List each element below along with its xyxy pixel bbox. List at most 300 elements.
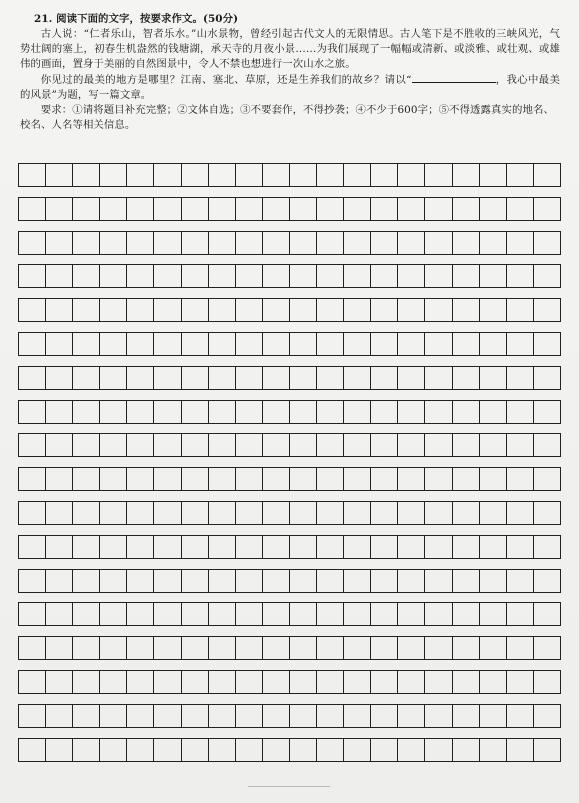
grid-cell[interactable]	[182, 739, 209, 761]
grid-cell[interactable]	[371, 671, 398, 693]
grid-cell[interactable]	[534, 164, 561, 186]
grid-cell[interactable]	[480, 468, 507, 490]
grid-cell[interactable]	[154, 637, 181, 659]
grid-cell[interactable]	[100, 232, 127, 254]
grid-cell[interactable]	[425, 232, 452, 254]
grid-cell[interactable]	[263, 232, 290, 254]
grid-cell[interactable]	[209, 637, 236, 659]
grid-cell[interactable]	[317, 434, 344, 456]
grid-cell[interactable]	[507, 401, 534, 423]
grid-cell[interactable]	[398, 198, 425, 220]
grid-cell[interactable]	[154, 232, 181, 254]
grid-cell[interactable]	[453, 570, 480, 592]
grid-cell[interactable]	[263, 705, 290, 727]
grid-cell[interactable]	[480, 603, 507, 625]
grid-cell[interactable]	[425, 570, 452, 592]
grid-cell[interactable]	[263, 198, 290, 220]
grid-cell[interactable]	[19, 502, 46, 524]
grid-cell[interactable]	[154, 739, 181, 761]
grid-cell[interactable]	[290, 705, 317, 727]
grid-cell[interactable]	[182, 265, 209, 287]
grid-cell[interactable]	[480, 637, 507, 659]
grid-cell[interactable]	[398, 536, 425, 558]
grid-cell[interactable]	[290, 502, 317, 524]
grid-cell[interactable]	[236, 367, 263, 389]
grid-cell[interactable]	[344, 367, 371, 389]
grid-cell[interactable]	[154, 536, 181, 558]
grid-cell[interactable]	[425, 671, 452, 693]
grid-cell[interactable]	[73, 603, 100, 625]
grid-cell[interactable]	[209, 333, 236, 355]
grid-cell[interactable]	[317, 570, 344, 592]
grid-cell[interactable]	[317, 367, 344, 389]
grid-cell[interactable]	[46, 265, 73, 287]
grid-cell[interactable]	[182, 502, 209, 524]
grid-cell[interactable]	[263, 164, 290, 186]
grid-cell[interactable]	[263, 333, 290, 355]
grid-cell[interactable]	[480, 333, 507, 355]
grid-cell[interactable]	[182, 401, 209, 423]
grid-cell[interactable]	[317, 164, 344, 186]
grid-cell[interactable]	[344, 705, 371, 727]
grid-cell[interactable]	[290, 536, 317, 558]
grid-cell[interactable]	[371, 232, 398, 254]
grid-cell[interactable]	[480, 502, 507, 524]
grid-cell[interactable]	[100, 401, 127, 423]
grid-cell[interactable]	[73, 265, 100, 287]
grid-cell[interactable]	[236, 502, 263, 524]
grid-cell[interactable]	[182, 705, 209, 727]
grid-cell[interactable]	[453, 434, 480, 456]
grid-cell[interactable]	[19, 401, 46, 423]
grid-cell[interactable]	[507, 468, 534, 490]
grid-cell[interactable]	[344, 637, 371, 659]
grid-cell[interactable]	[290, 468, 317, 490]
grid-cell[interactable]	[236, 570, 263, 592]
grid-cell[interactable]	[46, 468, 73, 490]
grid-cell[interactable]	[182, 570, 209, 592]
grid-cell[interactable]	[263, 671, 290, 693]
grid-cell[interactable]	[19, 570, 46, 592]
grid-cell[interactable]	[480, 367, 507, 389]
grid-cell[interactable]	[100, 570, 127, 592]
grid-cell[interactable]	[263, 637, 290, 659]
grid-cell[interactable]	[398, 570, 425, 592]
grid-cell[interactable]	[371, 265, 398, 287]
grid-cell[interactable]	[73, 637, 100, 659]
grid-cell[interactable]	[398, 333, 425, 355]
grid-cell[interactable]	[398, 401, 425, 423]
grid-cell[interactable]	[453, 739, 480, 761]
grid-cell[interactable]	[182, 637, 209, 659]
grid-cell[interactable]	[344, 536, 371, 558]
grid-cell[interactable]	[154, 603, 181, 625]
grid-cell[interactable]	[100, 468, 127, 490]
grid-cell[interactable]	[317, 232, 344, 254]
grid-cell[interactable]	[19, 434, 46, 456]
grid-cell[interactable]	[127, 198, 154, 220]
grid-cell[interactable]	[344, 299, 371, 321]
grid-cell[interactable]	[236, 164, 263, 186]
grid-cell[interactable]	[398, 164, 425, 186]
grid-cell[interactable]	[453, 164, 480, 186]
grid-cell[interactable]	[127, 739, 154, 761]
grid-cell[interactable]	[507, 502, 534, 524]
grid-cell[interactable]	[100, 434, 127, 456]
grid-cell[interactable]	[317, 603, 344, 625]
grid-cell[interactable]	[127, 570, 154, 592]
grid-cell[interactable]	[263, 434, 290, 456]
grid-cell[interactable]	[344, 434, 371, 456]
grid-cell[interactable]	[507, 705, 534, 727]
grid-cell[interactable]	[73, 502, 100, 524]
grid-cell[interactable]	[371, 637, 398, 659]
grid-cell[interactable]	[46, 536, 73, 558]
grid-cell[interactable]	[127, 705, 154, 727]
grid-cell[interactable]	[263, 603, 290, 625]
grid-cell[interactable]	[317, 265, 344, 287]
grid-cell[interactable]	[209, 434, 236, 456]
grid-cell[interactable]	[209, 739, 236, 761]
grid-cell[interactable]	[371, 570, 398, 592]
grid-cell[interactable]	[425, 198, 452, 220]
grid-cell[interactable]	[453, 671, 480, 693]
grid-cell[interactable]	[154, 570, 181, 592]
grid-cell[interactable]	[534, 198, 561, 220]
grid-cell[interactable]	[73, 570, 100, 592]
grid-cell[interactable]	[19, 603, 46, 625]
grid-cell[interactable]	[154, 367, 181, 389]
grid-cell[interactable]	[127, 333, 154, 355]
grid-cell[interactable]	[46, 232, 73, 254]
grid-cell[interactable]	[453, 367, 480, 389]
grid-cell[interactable]	[127, 502, 154, 524]
grid-cell[interactable]	[371, 434, 398, 456]
grid-cell[interactable]	[290, 570, 317, 592]
grid-cell[interactable]	[317, 198, 344, 220]
grid-cell[interactable]	[236, 739, 263, 761]
grid-cell[interactable]	[182, 198, 209, 220]
grid-cell[interactable]	[425, 536, 452, 558]
grid-cell[interactable]	[290, 265, 317, 287]
grid-cell[interactable]	[290, 367, 317, 389]
grid-cell[interactable]	[263, 468, 290, 490]
grid-cell[interactable]	[19, 198, 46, 220]
grid-cell[interactable]	[100, 603, 127, 625]
grid-cell[interactable]	[534, 265, 561, 287]
grid-cell[interactable]	[236, 536, 263, 558]
grid-cell[interactable]	[290, 401, 317, 423]
grid-cell[interactable]	[73, 164, 100, 186]
grid-cell[interactable]	[507, 603, 534, 625]
grid-cell[interactable]	[398, 739, 425, 761]
grid-cell[interactable]	[73, 401, 100, 423]
grid-cell[interactable]	[534, 434, 561, 456]
grid-cell[interactable]	[182, 468, 209, 490]
grid-cell[interactable]	[398, 232, 425, 254]
grid-cell[interactable]	[534, 333, 561, 355]
grid-cell[interactable]	[453, 299, 480, 321]
grid-cell[interactable]	[371, 739, 398, 761]
grid-cell[interactable]	[317, 468, 344, 490]
grid-cell[interactable]	[507, 198, 534, 220]
grid-cell[interactable]	[46, 198, 73, 220]
grid-cell[interactable]	[398, 299, 425, 321]
grid-cell[interactable]	[344, 468, 371, 490]
grid-cell[interactable]	[236, 299, 263, 321]
grid-cell[interactable]	[100, 333, 127, 355]
grid-cell[interactable]	[290, 434, 317, 456]
grid-cell[interactable]	[344, 603, 371, 625]
grid-cell[interactable]	[154, 164, 181, 186]
grid-cell[interactable]	[263, 502, 290, 524]
grid-cell[interactable]	[263, 265, 290, 287]
grid-cell[interactable]	[209, 164, 236, 186]
grid-cell[interactable]	[398, 468, 425, 490]
grid-cell[interactable]	[480, 570, 507, 592]
grid-cell[interactable]	[209, 265, 236, 287]
grid-cell[interactable]	[371, 536, 398, 558]
grid-cell[interactable]	[317, 299, 344, 321]
grid-cell[interactable]	[425, 502, 452, 524]
grid-cell[interactable]	[263, 367, 290, 389]
grid-cell[interactable]	[317, 502, 344, 524]
grid-cell[interactable]	[398, 502, 425, 524]
grid-cell[interactable]	[398, 367, 425, 389]
grid-cell[interactable]	[425, 265, 452, 287]
grid-cell[interactable]	[100, 299, 127, 321]
grid-cell[interactable]	[534, 367, 561, 389]
grid-cell[interactable]	[507, 671, 534, 693]
grid-cell[interactable]	[263, 570, 290, 592]
grid-cell[interactable]	[100, 671, 127, 693]
grid-cell[interactable]	[534, 570, 561, 592]
grid-cell[interactable]	[154, 705, 181, 727]
grid-cell[interactable]	[453, 265, 480, 287]
grid-cell[interactable]	[453, 536, 480, 558]
grid-cell[interactable]	[371, 333, 398, 355]
grid-cell[interactable]	[534, 299, 561, 321]
grid-cell[interactable]	[425, 468, 452, 490]
grid-cell[interactable]	[19, 536, 46, 558]
grid-cell[interactable]	[73, 434, 100, 456]
grid-cell[interactable]	[371, 502, 398, 524]
grid-cell[interactable]	[100, 637, 127, 659]
grid-cell[interactable]	[534, 705, 561, 727]
grid-cell[interactable]	[182, 164, 209, 186]
grid-cell[interactable]	[480, 265, 507, 287]
grid-cell[interactable]	[344, 671, 371, 693]
grid-cell[interactable]	[534, 232, 561, 254]
grid-cell[interactable]	[236, 401, 263, 423]
grid-cell[interactable]	[290, 198, 317, 220]
grid-cell[interactable]	[290, 333, 317, 355]
grid-cell[interactable]	[371, 299, 398, 321]
grid-cell[interactable]	[182, 333, 209, 355]
grid-cell[interactable]	[46, 637, 73, 659]
grid-cell[interactable]	[46, 333, 73, 355]
grid-cell[interactable]	[46, 739, 73, 761]
grid-cell[interactable]	[534, 536, 561, 558]
grid-cell[interactable]	[73, 705, 100, 727]
grid-cell[interactable]	[453, 232, 480, 254]
grid-cell[interactable]	[480, 401, 507, 423]
grid-cell[interactable]	[236, 198, 263, 220]
grid-cell[interactable]	[236, 265, 263, 287]
grid-cell[interactable]	[100, 265, 127, 287]
grid-cell[interactable]	[453, 502, 480, 524]
grid-cell[interactable]	[344, 232, 371, 254]
grid-cell[interactable]	[344, 164, 371, 186]
grid-cell[interactable]	[344, 401, 371, 423]
grid-cell[interactable]	[425, 299, 452, 321]
grid-cell[interactable]	[127, 468, 154, 490]
grid-cell[interactable]	[344, 570, 371, 592]
grid-cell[interactable]	[290, 603, 317, 625]
grid-cell[interactable]	[480, 671, 507, 693]
grid-cell[interactable]	[236, 705, 263, 727]
grid-cell[interactable]	[425, 367, 452, 389]
grid-cell[interactable]	[480, 434, 507, 456]
grid-cell[interactable]	[182, 299, 209, 321]
grid-cell[interactable]	[182, 536, 209, 558]
grid-cell[interactable]	[209, 603, 236, 625]
grid-cell[interactable]	[182, 232, 209, 254]
grid-cell[interactable]	[398, 265, 425, 287]
grid-cell[interactable]	[344, 198, 371, 220]
grid-cell[interactable]	[317, 333, 344, 355]
grid-cell[interactable]	[46, 570, 73, 592]
grid-cell[interactable]	[317, 705, 344, 727]
grid-cell[interactable]	[127, 603, 154, 625]
grid-cell[interactable]	[19, 232, 46, 254]
grid-cell[interactable]	[371, 705, 398, 727]
grid-cell[interactable]	[46, 401, 73, 423]
grid-cell[interactable]	[507, 333, 534, 355]
grid-cell[interactable]	[371, 468, 398, 490]
grid-cell[interactable]	[209, 401, 236, 423]
grid-cell[interactable]	[182, 671, 209, 693]
grid-cell[interactable]	[263, 401, 290, 423]
grid-cell[interactable]	[127, 671, 154, 693]
grid-cell[interactable]	[425, 637, 452, 659]
grid-cell[interactable]	[507, 164, 534, 186]
grid-cell[interactable]	[263, 536, 290, 558]
grid-cell[interactable]	[425, 603, 452, 625]
grid-cell[interactable]	[73, 468, 100, 490]
grid-cell[interactable]	[46, 603, 73, 625]
grid-cell[interactable]	[127, 401, 154, 423]
grid-cell[interactable]	[263, 299, 290, 321]
grid-cell[interactable]	[73, 198, 100, 220]
grid-cell[interactable]	[534, 637, 561, 659]
grid-cell[interactable]	[100, 739, 127, 761]
grid-cell[interactable]	[73, 367, 100, 389]
grid-cell[interactable]	[127, 536, 154, 558]
grid-cell[interactable]	[127, 265, 154, 287]
grid-cell[interactable]	[154, 434, 181, 456]
grid-cell[interactable]	[344, 502, 371, 524]
grid-cell[interactable]	[371, 401, 398, 423]
grid-cell[interactable]	[236, 671, 263, 693]
grid-cell[interactable]	[425, 739, 452, 761]
grid-cell[interactable]	[371, 603, 398, 625]
grid-cell[interactable]	[453, 603, 480, 625]
grid-cell[interactable]	[480, 536, 507, 558]
grid-cell[interactable]	[290, 671, 317, 693]
grid-cell[interactable]	[480, 299, 507, 321]
grid-cell[interactable]	[534, 671, 561, 693]
grid-cell[interactable]	[19, 739, 46, 761]
grid-cell[interactable]	[425, 333, 452, 355]
title-blank[interactable]	[412, 72, 496, 83]
grid-cell[interactable]	[507, 434, 534, 456]
grid-cell[interactable]	[290, 739, 317, 761]
grid-cell[interactable]	[100, 198, 127, 220]
grid-cell[interactable]	[453, 637, 480, 659]
grid-cell[interactable]	[534, 468, 561, 490]
grid-cell[interactable]	[507, 536, 534, 558]
grid-cell[interactable]	[453, 705, 480, 727]
grid-cell[interactable]	[290, 299, 317, 321]
grid-cell[interactable]	[19, 671, 46, 693]
grid-cell[interactable]	[127, 367, 154, 389]
grid-cell[interactable]	[290, 637, 317, 659]
grid-cell[interactable]	[46, 434, 73, 456]
grid-cell[interactable]	[209, 367, 236, 389]
grid-cell[interactable]	[371, 164, 398, 186]
grid-cell[interactable]	[480, 232, 507, 254]
grid-cell[interactable]	[453, 468, 480, 490]
grid-cell[interactable]	[19, 637, 46, 659]
grid-cell[interactable]	[19, 367, 46, 389]
grid-cell[interactable]	[344, 333, 371, 355]
grid-cell[interactable]	[209, 671, 236, 693]
grid-cell[interactable]	[236, 637, 263, 659]
grid-cell[interactable]	[425, 164, 452, 186]
grid-cell[interactable]	[236, 603, 263, 625]
grid-cell[interactable]	[100, 705, 127, 727]
grid-cell[interactable]	[425, 434, 452, 456]
grid-cell[interactable]	[453, 401, 480, 423]
grid-cell[interactable]	[19, 164, 46, 186]
grid-cell[interactable]	[19, 705, 46, 727]
grid-cell[interactable]	[317, 739, 344, 761]
grid-cell[interactable]	[209, 705, 236, 727]
grid-cell[interactable]	[46, 705, 73, 727]
grid-cell[interactable]	[73, 671, 100, 693]
grid-cell[interactable]	[236, 468, 263, 490]
grid-cell[interactable]	[73, 333, 100, 355]
grid-cell[interactable]	[46, 367, 73, 389]
grid-cell[interactable]	[19, 265, 46, 287]
grid-cell[interactable]	[182, 603, 209, 625]
grid-cell[interactable]	[398, 637, 425, 659]
grid-cell[interactable]	[127, 434, 154, 456]
grid-cell[interactable]	[507, 637, 534, 659]
grid-cell[interactable]	[290, 232, 317, 254]
grid-cell[interactable]	[154, 198, 181, 220]
grid-cell[interactable]	[344, 265, 371, 287]
grid-cell[interactable]	[182, 367, 209, 389]
answer-grid[interactable]	[18, 163, 561, 771]
grid-cell[interactable]	[73, 739, 100, 761]
grid-cell[interactable]	[534, 739, 561, 761]
grid-cell[interactable]	[507, 367, 534, 389]
grid-cell[interactable]	[290, 164, 317, 186]
grid-cell[interactable]	[209, 299, 236, 321]
grid-cell[interactable]	[127, 299, 154, 321]
